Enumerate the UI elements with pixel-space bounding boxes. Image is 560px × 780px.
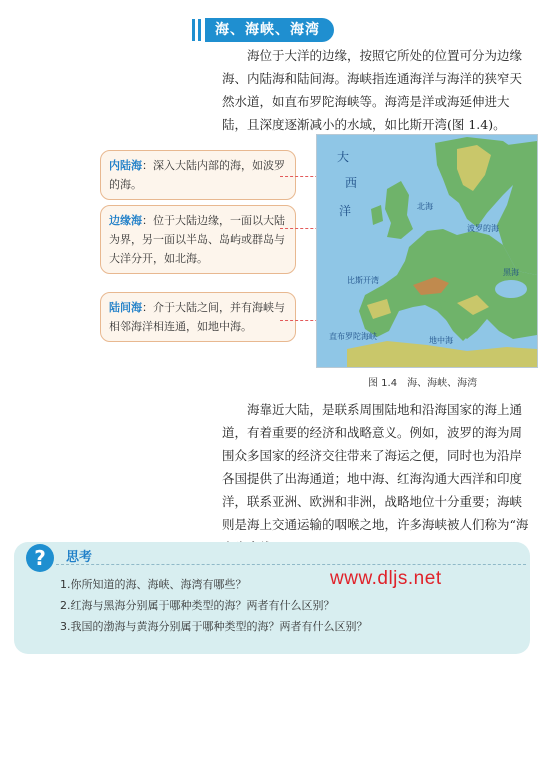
callout-term: 内陆海 xyxy=(109,159,142,172)
question-mark-icon: ? xyxy=(26,544,54,572)
body-text: 海靠近大陆，是联系周围陆地和沿海国家的海上通道，有着重要的经济和战略意义。例如，波罗的海为周围众多国家的经济交往带来了海运之便，同时也为沿岸各国提供了出海通道；地中海、红海沟通大西洋和印度洋，联系亚洲、欧洲和非洲，战略地位十分重要；海峡则是海上交通运输的咽喉之地，许多海峡被人们称为“海 xyxy=(222,402,529,532)
callout-term: 边缘海 xyxy=(109,214,142,227)
europe-map xyxy=(316,134,538,368)
body-paragraph xyxy=(222,398,534,559)
callout-desc: ：深入大陆内部的海，如波罗的海。 xyxy=(109,159,285,191)
callout-mediterranean-sea xyxy=(100,292,296,342)
think-divider xyxy=(56,564,526,565)
callout-desc: ：位于大陆边缘，一面以大陆为界，另一面以半岛、岛屿或群岛与大洋分开，如北海。 xyxy=(109,214,285,265)
callout-inland-sea xyxy=(100,150,296,200)
map-label-baltic: 波罗的海 xyxy=(467,224,499,233)
map-ocean-char-1: 大 xyxy=(337,150,350,164)
intro-text: 海位于大洋的边缘，按照它所处的位置可分为边缘海、内陆海和陆间海。海峡指连通海洋与海洋的狭窄天然水道，如直布罗陀海峡等。海湾是洋或海延伸进大陆，且深度逐渐减小的水域，如比斯开湾(图 1.4)。 xyxy=(222,48,523,132)
callout-term: 陆间海 xyxy=(109,301,142,314)
question-item: 3.我国的渤海与黄海分别属于哪种类型的海？两者有什么区别？ xyxy=(60,620,368,633)
map-label-med: 地中海 xyxy=(429,336,453,345)
watermark: www.dljs.net xyxy=(330,568,442,589)
callout-desc: ：介于大陆之间，并有海峡与相邻海洋相连通，如地中海。 xyxy=(109,301,285,333)
callout-marginal-sea xyxy=(100,205,296,274)
figure-caption: 图 1.4 海、海峡、海湾 xyxy=(368,378,478,389)
map-label-black-sea: 黑海 xyxy=(503,268,519,277)
map-label-gibraltar: 直布罗陀海峡 xyxy=(329,332,377,341)
question-item: 1.你所知道的海、海峡、海湾有哪些？ xyxy=(60,578,247,591)
map-svg xyxy=(317,135,537,367)
think-questions xyxy=(60,574,368,637)
question-item: 2.红海与黑海分别属于哪种类型的海？两者有什么区别？ xyxy=(60,599,335,612)
map-label-north-sea: 北海 xyxy=(417,202,433,211)
section-title: 海、海峡、海湾 xyxy=(205,18,334,42)
map-label-biscay: 比斯开湾 xyxy=(347,276,379,285)
intro-paragraph xyxy=(222,44,534,136)
map-ocean-char-3: 洋 xyxy=(339,204,352,218)
map-ocean-char-2: 西 xyxy=(345,176,358,190)
think-title: 思考 xyxy=(66,550,93,565)
header-bars-decoration xyxy=(192,19,201,41)
section-header xyxy=(192,18,334,42)
